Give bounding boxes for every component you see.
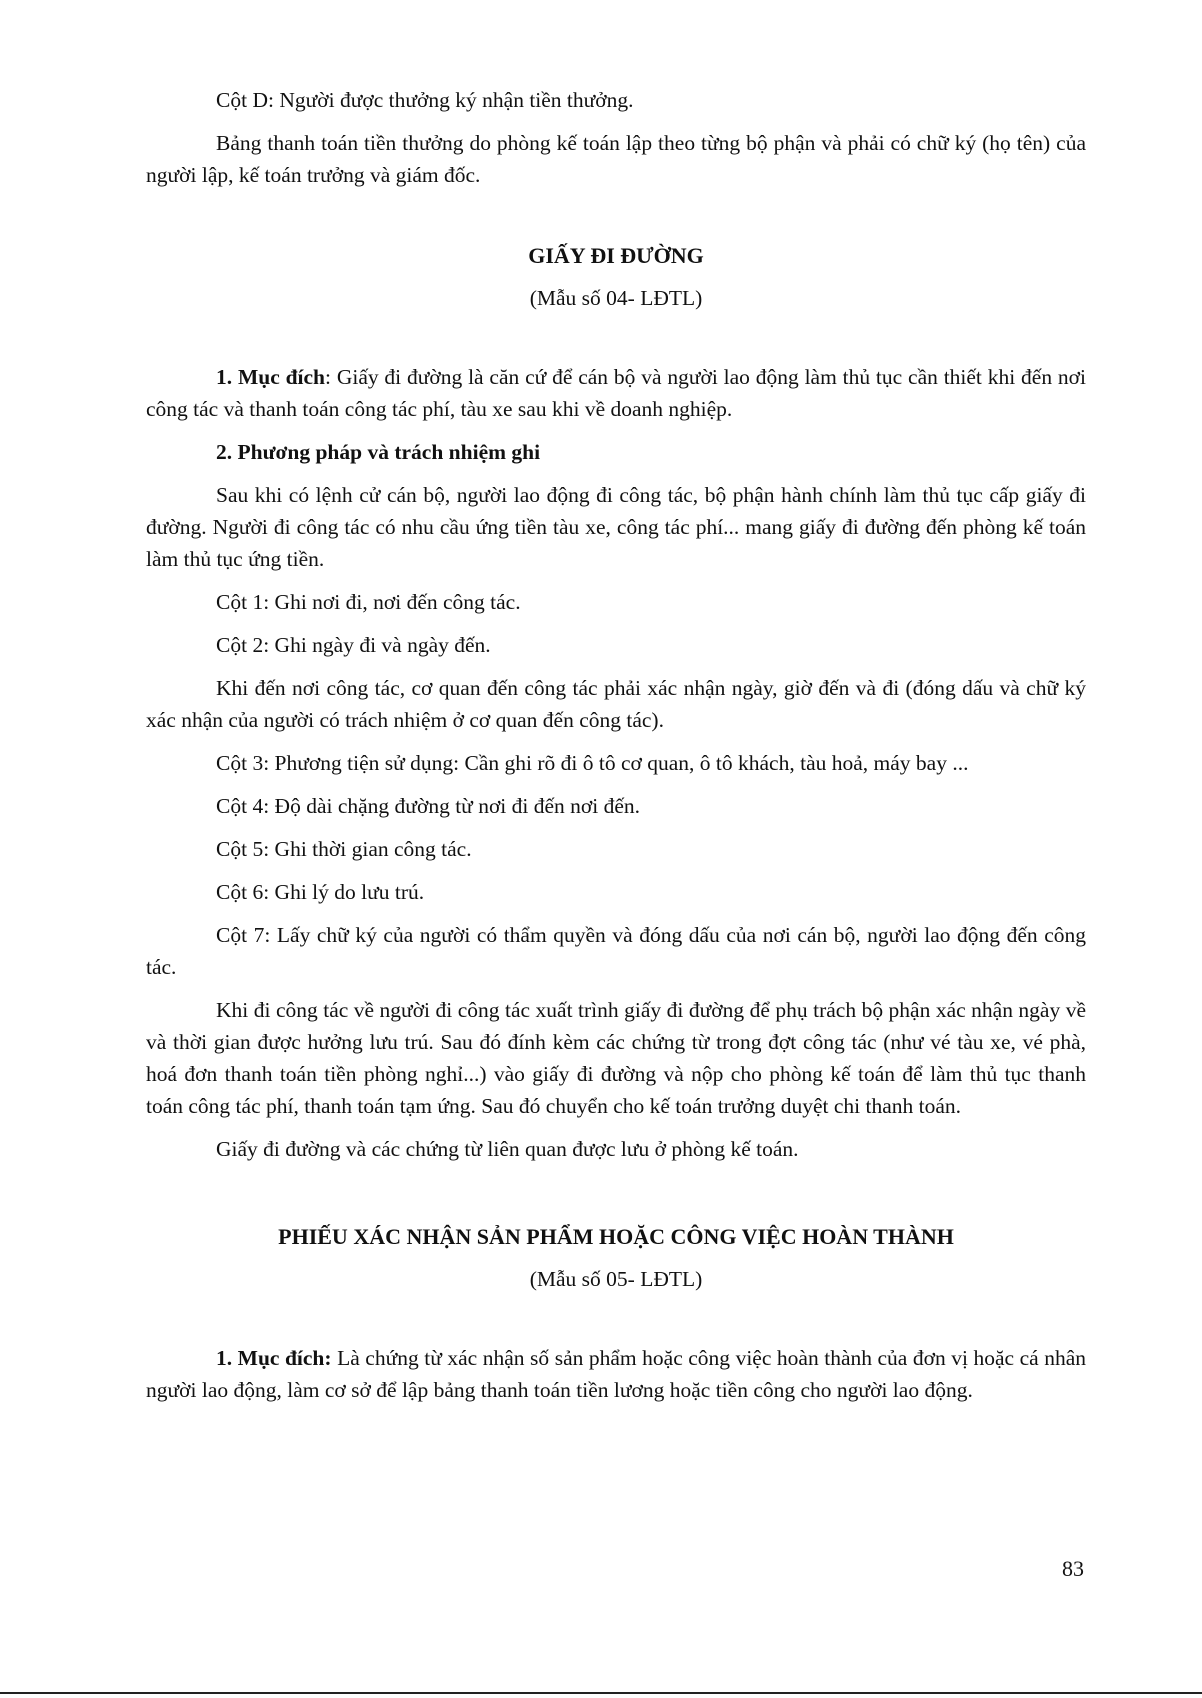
paragraph-column-3: Cột 3: Phương tiện sử dụng: Cần ghi rõ đi ô tô cơ quan, ô tô khách, tàu hoả, máy bay ... (216, 751, 969, 775)
spacer (146, 1176, 1086, 1221)
paragraph-issue-procedure: Sau khi có lệnh cử cán bộ, người lao động đi công tác, bộ phận hành chính làm thủ tục cấp giấy đi đường. Người đi công tác có nhu cầu ứng tiền tàu xe, công tác phí... mang giấy đi đường đến phòng kế toán làm thủ tục ứng tiền. (146, 483, 1086, 571)
purpose-paragraph-travel (146, 361, 1086, 425)
spacer (146, 202, 1086, 240)
paragraph-storage: Giấy đi đường và các chứng từ liên quan được lưu ở phòng kế toán. (216, 1137, 799, 1161)
form-code-04: (Mẫu số 04- LĐTL) (529, 286, 703, 310)
purpose-text: : Giấy đi đường là căn cứ để cán bộ và người lao động làm thủ tục cần thiết khi đến nơi công tác và thanh toán công tác phí, tàu xe sau khi về doanh nghiệp. (146, 365, 1086, 421)
purpose-label: 1. Mục đích (216, 365, 326, 389)
purpose-text: Là chứng từ xác nhận số sản phẩm hoặc công việc hoàn thành của đơn vị hoặc cá nhân người lao động, làm cơ sở để lập bảng thanh toán tiền lương hoặc tiền công cho người lao động. (146, 1346, 1087, 1402)
method-heading: 2. Phương pháp và trách nhiệm ghi (216, 440, 541, 464)
paragraph-column-6: Cột 6: Ghi lý do lưu trú. (216, 880, 425, 904)
paragraph-column-4: Cột 4: Độ dài chặng đường từ nơi đi đến nơi đến. (216, 794, 641, 818)
document-page (146, 84, 1086, 1417)
intro-payment-table-note: Bảng thanh toán tiền thưởng do phòng kế toán lập theo từng bộ phận và phải có chữ ký (họ tên) của người lập, kế toán trưởng và giám đốc. (146, 131, 1086, 187)
paragraph-arrival-confirmation: Khi đến nơi công tác, cơ quan đến công tác phải xác nhận ngày, giờ đến và đi (đóng dấu và chữ ký xác nhận của người có trách nhiệm ở cơ quan đến công tác). (146, 676, 1086, 732)
paragraph-return-procedure: Khi đi công tác về người đi công tác xuất trình giấy đi đường để phụ trách bộ phận xác nhận ngày về và thời gian được hưởng lưu trú. Sau đó đính kèm các chứng từ trong đợt công tác (như vé tàu xe, vé phà, hoá đơn thanh toán tiền phòng nghỉ...) vào giấy đi đường và nộp cho phòng kế toán để làm thủ tục thanh toán công tác phí, thanh toán tạm ứng. Sau đó chuyển cho kế toán trưởng duyệt chi thanh toán. (146, 998, 1086, 1118)
purpose-paragraph-completion (146, 1342, 1086, 1406)
purpose-label: 1. Mục đích: (216, 1346, 332, 1370)
intro-column-d: Cột D: Người được thưởng ký nhận tiền thưởng. (216, 88, 634, 112)
paragraph-column-2: Cột 2: Ghi ngày đi và ngày đến. (216, 633, 491, 657)
spacer (146, 314, 1086, 361)
page-number: 83 (1062, 1556, 1084, 1581)
section-title-travel-permit: GIẤY ĐI ĐƯỜNG (528, 243, 704, 268)
scan-edge-line (0, 1692, 1202, 1694)
spacer (146, 1295, 1086, 1342)
paragraph-column-7: Cột 7: Lấy chữ ký của người có thẩm quyền và đóng dấu của nơi cán bộ, người lao động đến công tác. (146, 923, 1086, 979)
section-title-completion-voucher: PHIẾU XÁC NHẬN SẢN PHẨM HOẶC CÔNG VIỆC HOÀN THÀNH (278, 1224, 954, 1249)
paragraph-column-5: Cột 5: Ghi thời gian công tác. (216, 837, 472, 861)
form-code-05: (Mẫu số 05- LĐTL) (529, 1267, 703, 1291)
paragraph-column-1: Cột 1: Ghi nơi đi, nơi đến công tác. (216, 590, 521, 614)
